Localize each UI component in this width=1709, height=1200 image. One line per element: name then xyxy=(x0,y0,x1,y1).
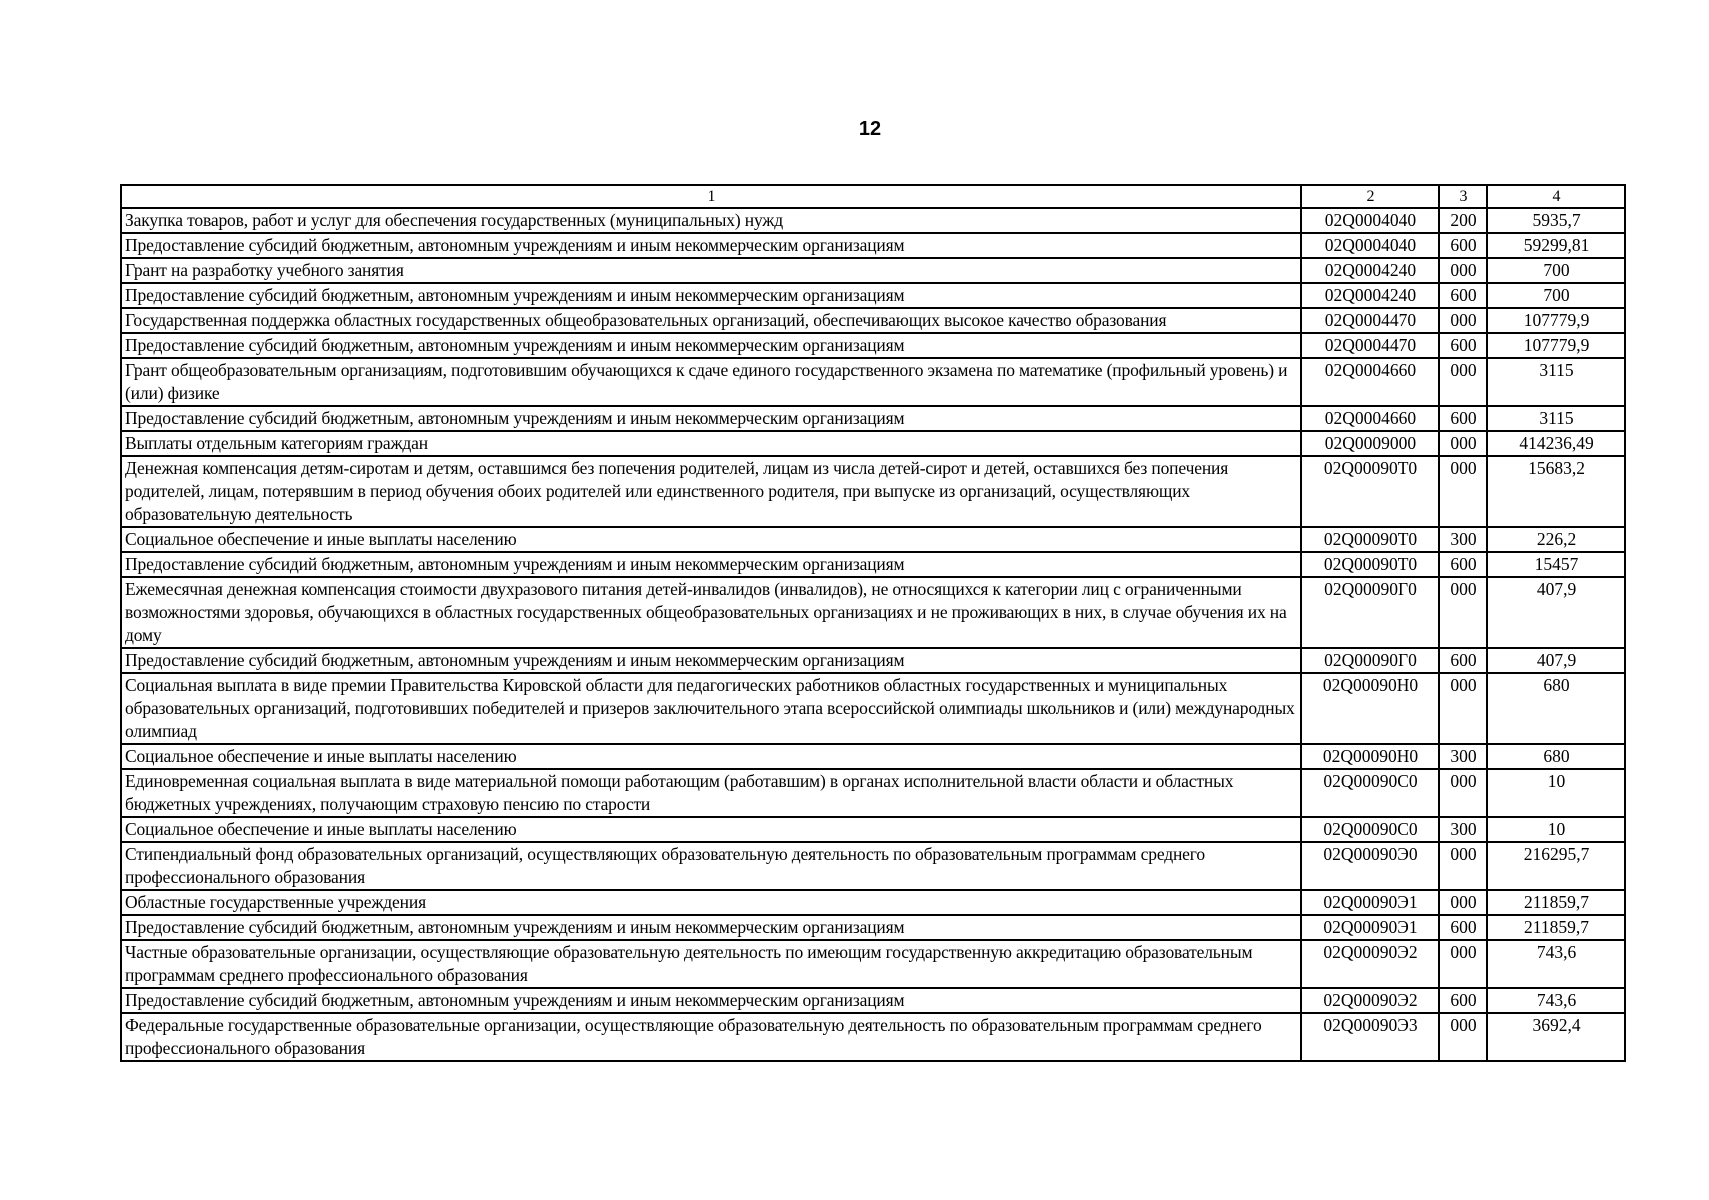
row-amount-cell: 743,6 xyxy=(1487,988,1625,1013)
row-code-cell: 02Q00090С0 xyxy=(1301,817,1439,842)
row-name-cell: Денежная компенсация детям-сиротам и детям, оставшимся без попечения родителей, лицам из числа детей-сирот и детей, оставшихся без попечения родителей, лицам, потерявшим в период обучения обоих родителей или единственного родителя, при выпуске из организаций, осуществляющих образовательную деятельность xyxy=(121,456,1301,527)
column-header-type: 3 xyxy=(1439,185,1487,208)
row-code-cell: 02Q0009000 xyxy=(1301,431,1439,456)
row-amount-cell: 211859,7 xyxy=(1487,890,1625,915)
row-type-cell: 000 xyxy=(1439,673,1487,744)
row-type-cell: 000 xyxy=(1439,308,1487,333)
row-type-cell: 000 xyxy=(1439,456,1487,527)
table-row xyxy=(121,769,1625,817)
row-type-cell: 600 xyxy=(1439,233,1487,258)
row-amount-cell: 700 xyxy=(1487,283,1625,308)
row-type-cell: 200 xyxy=(1439,208,1487,233)
row-name-cell: Предоставление субсидий бюджетным, автономным учреждениям и иным некоммерческим организациям xyxy=(121,648,1301,673)
row-amount-cell: 59299,81 xyxy=(1487,233,1625,258)
row-amount-cell: 3115 xyxy=(1487,406,1625,431)
row-code-cell: 02Q0004470 xyxy=(1301,308,1439,333)
row-name-cell: Выплаты отдельным категориям граждан xyxy=(121,431,1301,456)
table-row xyxy=(121,233,1625,258)
table-row xyxy=(121,208,1625,233)
row-type-cell: 300 xyxy=(1439,817,1487,842)
row-amount-cell: 700 xyxy=(1487,258,1625,283)
row-amount-cell: 3115 xyxy=(1487,358,1625,406)
table-row xyxy=(121,1013,1625,1061)
row-name-cell: Социальная выплата в виде премии Правительства Кировской области для педагогических работников областных государственных и муниципальных образовательных организаций, подготовивших победителей и призеров заключительного этапа всероссийской олимпиады школьников и (или) международных олимпиад xyxy=(121,673,1301,744)
row-type-cell: 600 xyxy=(1439,988,1487,1013)
table-row xyxy=(121,456,1625,527)
row-code-cell: 02Q00090Т0 xyxy=(1301,456,1439,527)
row-name-cell: Социальное обеспечение и иные выплаты населению xyxy=(121,817,1301,842)
table-body xyxy=(121,208,1625,1061)
row-code-cell: 02Q0004040 xyxy=(1301,233,1439,258)
row-code-cell: 02Q0004660 xyxy=(1301,358,1439,406)
row-name-cell: Федеральные государственные образовательные организации, осуществляющие образовательную деятельность по образовательным программам среднего профессионального образования xyxy=(121,1013,1301,1061)
row-code-cell: 02Q00090С0 xyxy=(1301,769,1439,817)
row-name-cell: Грант на разработку учебного занятия xyxy=(121,258,1301,283)
row-code-cell: 02Q0004240 xyxy=(1301,283,1439,308)
row-type-cell: 000 xyxy=(1439,358,1487,406)
row-name-cell: Грант общеобразовательным организациям, подготовившим обучающихся к сдаче единого государственного экзамена по математике (профильный уровень) и (или) физике xyxy=(121,358,1301,406)
row-name-cell: Единовременная социальная выплата в виде материальной помощи работающим (работавшим) в органах исполнительной власти области и областных бюджетных учреждениях, получающим страховую пенсию по старости xyxy=(121,769,1301,817)
table-row xyxy=(121,308,1625,333)
row-type-cell: 000 xyxy=(1439,769,1487,817)
row-code-cell: 02Q00090Э2 xyxy=(1301,940,1439,988)
row-amount-cell: 15457 xyxy=(1487,552,1625,577)
row-name-cell: Предоставление субсидий бюджетным, автономным учреждениям и иным некоммерческим организациям xyxy=(121,233,1301,258)
row-type-cell: 600 xyxy=(1439,915,1487,940)
table-header-row xyxy=(121,185,1625,208)
table-row xyxy=(121,577,1625,648)
row-name-cell: Предоставление субсидий бюджетным, автономным учреждениям и иным некоммерческим организациям xyxy=(121,406,1301,431)
row-name-cell: Областные государственные учреждения xyxy=(121,890,1301,915)
row-code-cell: 02Q00090Г0 xyxy=(1301,577,1439,648)
row-type-cell: 600 xyxy=(1439,333,1487,358)
row-code-cell: 02Q00090Т0 xyxy=(1301,527,1439,552)
row-amount-cell: 414236,49 xyxy=(1487,431,1625,456)
row-code-cell: 02Q00090Э1 xyxy=(1301,915,1439,940)
row-type-cell: 600 xyxy=(1439,552,1487,577)
column-header-name: 1 xyxy=(121,185,1301,208)
row-amount-cell: 680 xyxy=(1487,744,1625,769)
table-row xyxy=(121,817,1625,842)
row-name-cell: Социальное обеспечение и иные выплаты населению xyxy=(121,527,1301,552)
row-name-cell: Ежемесячная денежная компенсация стоимости двухразового питания детей-инвалидов (инвалидов), не относящихся к категории лиц с ограниченными возможностями здоровья, обучающихся в областных государственных общеобразовательных организациях и не проживающих в них, в случае обучения их на дому xyxy=(121,577,1301,648)
table-row xyxy=(121,648,1625,673)
row-type-cell: 600 xyxy=(1439,406,1487,431)
table-row xyxy=(121,890,1625,915)
row-amount-cell: 226,2 xyxy=(1487,527,1625,552)
row-code-cell: 02Q0004040 xyxy=(1301,208,1439,233)
row-type-cell: 600 xyxy=(1439,283,1487,308)
row-amount-cell: 407,9 xyxy=(1487,648,1625,673)
row-amount-cell: 5935,7 xyxy=(1487,208,1625,233)
row-amount-cell: 107779,9 xyxy=(1487,333,1625,358)
row-name-cell: Стипендиальный фонд образовательных организаций, осуществляющих образовательную деятельность по образовательным программам среднего профессионального образования xyxy=(121,842,1301,890)
table-row xyxy=(121,940,1625,988)
row-type-cell: 600 xyxy=(1439,648,1487,673)
row-amount-cell: 3692,4 xyxy=(1487,1013,1625,1061)
table-row xyxy=(121,258,1625,283)
row-type-cell: 000 xyxy=(1439,890,1487,915)
row-code-cell: 02Q00090Э2 xyxy=(1301,988,1439,1013)
row-type-cell: 000 xyxy=(1439,940,1487,988)
table-row xyxy=(121,283,1625,308)
row-code-cell: 02Q00090Т0 xyxy=(1301,552,1439,577)
row-code-cell: 02Q00090Н0 xyxy=(1301,744,1439,769)
row-amount-cell: 680 xyxy=(1487,673,1625,744)
row-type-cell: 000 xyxy=(1439,431,1487,456)
table-row xyxy=(121,915,1625,940)
row-name-cell: Государственная поддержка областных государственных общеобразовательных организаций, обеспечивающих высокое качество образования xyxy=(121,308,1301,333)
page-number: 12 xyxy=(858,118,882,140)
table-row xyxy=(121,842,1625,890)
row-type-cell: 300 xyxy=(1439,527,1487,552)
table-row xyxy=(121,527,1625,552)
row-name-cell: Предоставление субсидий бюджетным, автономным учреждениям и иным некоммерческим организациям xyxy=(121,552,1301,577)
table-row xyxy=(121,744,1625,769)
row-amount-cell: 15683,2 xyxy=(1487,456,1625,527)
row-amount-cell: 107779,9 xyxy=(1487,308,1625,333)
table-row xyxy=(121,406,1625,431)
row-amount-cell: 10 xyxy=(1487,817,1625,842)
row-code-cell: 02Q0004470 xyxy=(1301,333,1439,358)
table-row xyxy=(121,431,1625,456)
row-amount-cell: 10 xyxy=(1487,769,1625,817)
row-code-cell: 02Q00090Н0 xyxy=(1301,673,1439,744)
row-code-cell: 02Q00090Э0 xyxy=(1301,842,1439,890)
row-name-cell: Социальное обеспечение и иные выплаты населению xyxy=(121,744,1301,769)
row-code-cell: 02Q00090Г0 xyxy=(1301,648,1439,673)
row-type-cell: 000 xyxy=(1439,258,1487,283)
row-type-cell: 000 xyxy=(1439,1013,1487,1061)
row-type-cell: 000 xyxy=(1439,842,1487,890)
row-amount-cell: 216295,7 xyxy=(1487,842,1625,890)
column-header-amount: 4 xyxy=(1487,185,1625,208)
row-code-cell: 02Q0004240 xyxy=(1301,258,1439,283)
row-name-cell: Предоставление субсидий бюджетным, автономным учреждениям и иным некоммерческим организациям xyxy=(121,333,1301,358)
row-name-cell: Предоставление субсидий бюджетным, автономным учреждениям и иным некоммерческим организациям xyxy=(121,915,1301,940)
row-code-cell: 02Q00090Э1 xyxy=(1301,890,1439,915)
table-row xyxy=(121,358,1625,406)
row-name-cell: Предоставление субсидий бюджетным, автономным учреждениям и иным некоммерческим организациям xyxy=(121,283,1301,308)
row-code-cell: 02Q0004660 xyxy=(1301,406,1439,431)
table-row xyxy=(121,552,1625,577)
row-amount-cell: 211859,7 xyxy=(1487,915,1625,940)
row-type-cell: 000 xyxy=(1439,577,1487,648)
table-row xyxy=(121,988,1625,1013)
row-amount-cell: 743,6 xyxy=(1487,940,1625,988)
row-type-cell: 300 xyxy=(1439,744,1487,769)
row-amount-cell: 407,9 xyxy=(1487,577,1625,648)
budget-table xyxy=(120,184,1626,1062)
column-header-code: 2 xyxy=(1301,185,1439,208)
table-row xyxy=(121,333,1625,358)
row-name-cell: Частные образовательные организации, осуществляющие образовательную деятельность по имеющим государственную аккредитацию образовательным программам среднего профессионального образования xyxy=(121,940,1301,988)
row-code-cell: 02Q00090Э3 xyxy=(1301,1013,1439,1061)
row-name-cell: Закупка товаров, работ и услуг для обеспечения государственных (муниципальных) нужд xyxy=(121,208,1301,233)
row-name-cell: Предоставление субсидий бюджетным, автономным учреждениям и иным некоммерческим организациям xyxy=(121,988,1301,1013)
table-row xyxy=(121,673,1625,744)
